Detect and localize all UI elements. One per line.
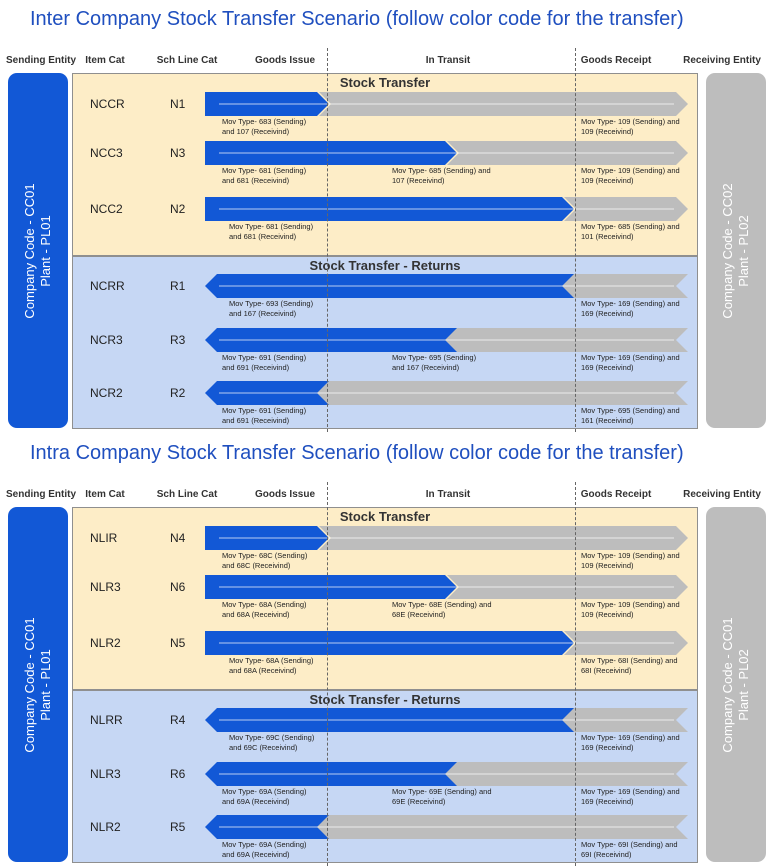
movement-type-note-right: Mov Type- 109 (Sending) and 109 (Receivind) xyxy=(581,600,680,619)
movement-type-note-right: Mov Type- 109 (Sending) and 109 (Receivind) xyxy=(581,551,680,570)
item-category: NCRR xyxy=(90,279,125,293)
movement-type-note-left: Mov Type- 691 (Sending) and 691 (Receivind) xyxy=(222,406,307,425)
entity-line: Company Code - CC01 xyxy=(720,616,735,753)
movement-type-note-left: Mov Type- 681 (Sending) and 681 (Receivind) xyxy=(229,222,314,241)
column-header-item-cat: Item Cat xyxy=(85,489,125,500)
stock-transfer-title: Stock Transfer xyxy=(339,75,431,90)
column-header-goods-issue: Goods Issue xyxy=(254,55,316,66)
movement-type-note-right: Mov Type- 109 (Sending) and 109 (Receivind) xyxy=(581,117,680,136)
item-category: NCCR xyxy=(90,97,125,111)
section-title: Inter Company Stock Transfer Scenario (follow color code for the transfer) xyxy=(30,8,684,30)
movement-type-note-right: Mov Type- 695 (Sending) and 161 (Receivind) xyxy=(581,406,680,425)
section-title: Intra Company Stock Transfer Scenario (follow color code for the transfer) xyxy=(30,442,684,464)
column-header-receiving: Receiving Entity xyxy=(683,55,761,66)
entity-line: Plant - PL01 xyxy=(38,214,53,287)
schedule-line-category: R2 xyxy=(170,386,186,400)
item-category: NCR3 xyxy=(90,333,123,347)
column-header-goods-issue: Goods Issue xyxy=(254,489,316,500)
movement-type-note-left: Mov Type- 68A (Sending) and 68A (Receivind) xyxy=(222,600,307,619)
column-header-sch-line-cat: Sch Line Cat xyxy=(156,55,218,66)
schedule-line-category: N3 xyxy=(170,146,186,160)
entity-line: Company Code - CC02 xyxy=(720,182,735,319)
movement-type-note-left: Mov Type- 69C (Sending) and 69C (Receivind) xyxy=(229,733,315,752)
stage-divider xyxy=(575,48,576,432)
item-category: NCC3 xyxy=(90,146,123,160)
entity-line: Company Code - CC01 xyxy=(22,182,37,319)
column-header-in-transit: In Transit xyxy=(425,55,471,66)
item-category: NLR2 xyxy=(90,820,121,834)
movement-type-note-mid: Mov Type- 68E (Sending) and 68E (Receivind) xyxy=(392,600,492,619)
item-category: NLR3 xyxy=(90,767,121,781)
stock-transfer-title: Stock Transfer xyxy=(339,509,431,524)
schedule-line-category: N5 xyxy=(170,636,186,650)
movement-type-note-left: Mov Type- 683 (Sending) and 107 (Receivind) xyxy=(222,117,307,136)
column-header-goods-receipt: Goods Receipt xyxy=(580,489,652,500)
movement-type-note-left: Mov Type- 691 (Sending) and 691 (Receivind) xyxy=(222,353,307,372)
movement-type-note-mid: Mov Type- 69E (Sending) and 69E (Receivind) xyxy=(392,787,492,806)
movement-type-note-right: Mov Type- 685 (Sending) and 101 (Receivind) xyxy=(581,222,680,241)
schedule-line-category: N6 xyxy=(170,580,186,594)
item-category: NCR2 xyxy=(90,386,123,400)
movement-type-note-right: Mov Type- 169 (Sending) and 169 (Receivind) xyxy=(581,353,680,372)
schedule-line-category: R5 xyxy=(170,820,186,834)
movement-type-note-right: Mov Type- 169 (Sending) and 169 (Receivind) xyxy=(581,733,680,752)
movement-type-note-left: Mov Type- 69A (Sending) and 69A (Receivind) xyxy=(222,787,307,806)
column-header-sch-line-cat: Sch Line Cat xyxy=(156,489,218,500)
scenario-section xyxy=(0,434,768,866)
column-header-sending: Sending Entity xyxy=(6,55,76,66)
item-category: NLRR xyxy=(90,713,123,727)
returns-title: Stock Transfer - Returns xyxy=(309,258,461,273)
schedule-line-category: R4 xyxy=(170,713,186,727)
column-header-receiving: Receiving Entity xyxy=(683,489,761,500)
movement-type-note-right: Mov Type- 68I (Sending) and 68I (Receivind) xyxy=(581,656,678,675)
movement-type-note-left: Mov Type- 693 (Sending) and 167 (Receivind) xyxy=(229,299,314,318)
scenario-section xyxy=(0,0,768,432)
entity-line: Plant - PL01 xyxy=(38,648,53,721)
entity-line: Plant - PL02 xyxy=(736,214,751,287)
movement-type-note-left: Mov Type- 69A (Sending) and 69A (Receivind) xyxy=(222,840,307,859)
stage-divider xyxy=(327,48,328,432)
movement-type-note-mid: Mov Type- 695 (Sending) and 167 (Receivind) xyxy=(392,353,477,372)
movement-type-note-right: Mov Type- 109 (Sending) and 109 (Receivind) xyxy=(581,166,680,185)
schedule-line-category: N4 xyxy=(170,531,186,545)
stage-divider xyxy=(327,482,328,866)
item-category: NLR2 xyxy=(90,636,121,650)
column-header-sending: Sending Entity xyxy=(6,489,76,500)
movement-type-note-left: Mov Type- 68C (Sending) and 68C (Receivind) xyxy=(222,551,308,570)
schedule-line-category: R6 xyxy=(170,767,186,781)
movement-type-note-right: Mov Type- 69I (Sending) and 69I (Receivind) xyxy=(581,840,678,859)
schedule-line-category: R3 xyxy=(170,333,186,347)
returns-title: Stock Transfer - Returns xyxy=(309,692,461,707)
movement-type-note-right: Mov Type- 169 (Sending) and 169 (Receivind) xyxy=(581,299,680,318)
movement-type-note-mid: Mov Type- 685 (Sending) and 107 (Receivind) xyxy=(392,166,491,185)
column-header-in-transit: In Transit xyxy=(425,489,471,500)
entity-line: Company Code - CC01 xyxy=(22,616,37,753)
schedule-line-category: R1 xyxy=(170,279,186,293)
entity-line: Plant - PL02 xyxy=(736,648,751,721)
item-category: NCC2 xyxy=(90,202,123,216)
stage-divider xyxy=(575,482,576,866)
column-header-item-cat: Item Cat xyxy=(85,55,125,66)
movement-type-note-left: Mov Type- 68A (Sending) and 68A (Receivind) xyxy=(229,656,314,675)
schedule-line-category: N1 xyxy=(170,97,186,111)
schedule-line-category: N2 xyxy=(170,202,186,216)
column-header-goods-receipt: Goods Receipt xyxy=(580,55,652,66)
item-category: NLIR xyxy=(90,531,118,545)
movement-type-note-left: Mov Type- 681 (Sending) and 681 (Receivind) xyxy=(222,166,307,185)
item-category: NLR3 xyxy=(90,580,121,594)
movement-type-note-right: Mov Type- 169 (Sending) and 169 (Receivind) xyxy=(581,787,680,806)
